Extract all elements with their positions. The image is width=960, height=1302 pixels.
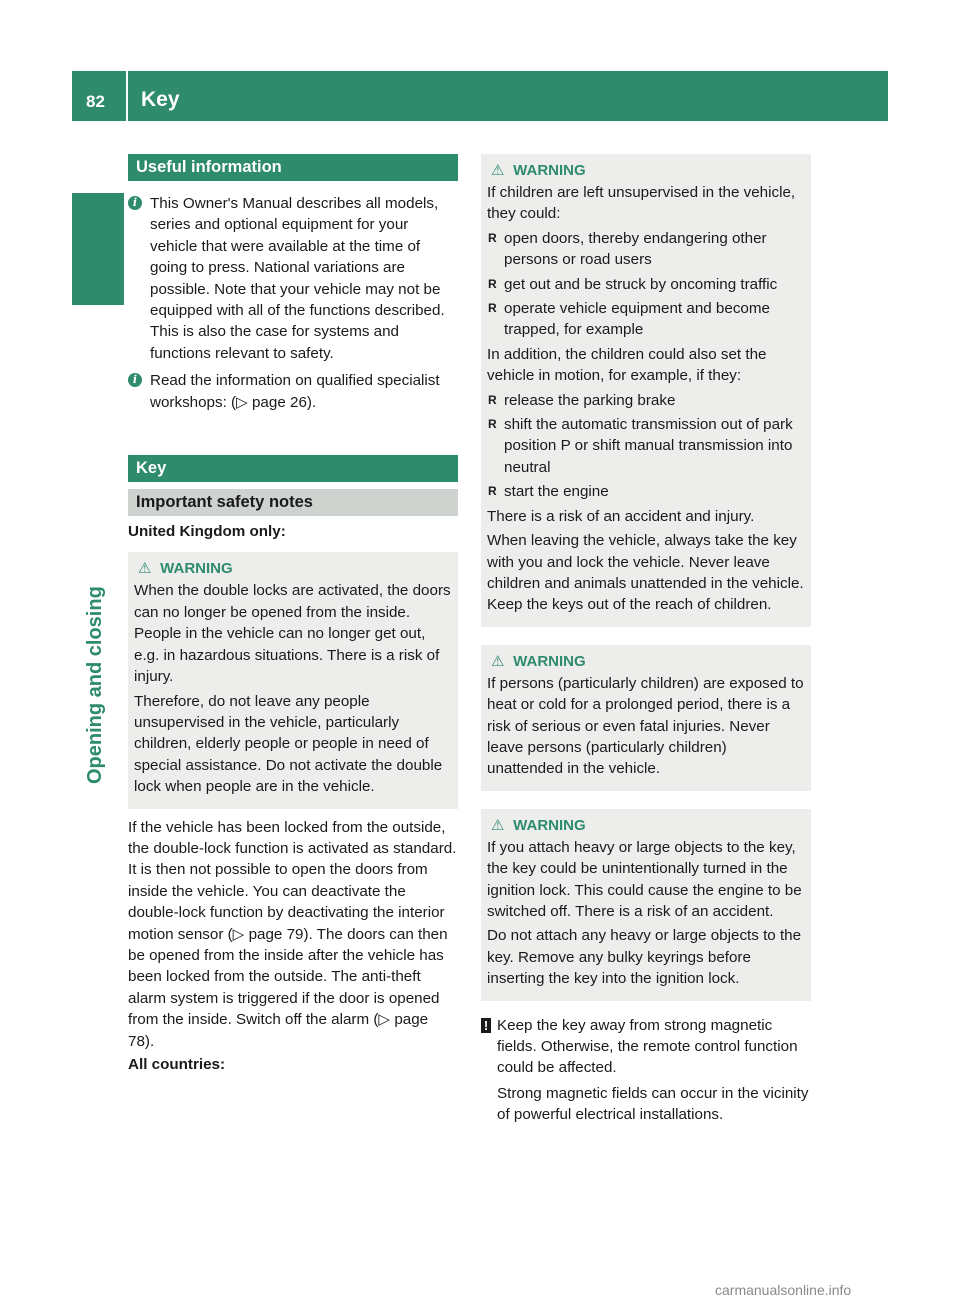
list-item — [487, 298, 805, 341]
notice-extra-text: Strong magnetic fields can occur in the vicinity of powerful electrical installations. — [497, 1084, 809, 1124]
warning-text: If persons (particularly children) are exposed to heat or cold for a prolonged period, there is a risk of serious or even fatal injuries. Never leave persons (particularly children) unattended in the vehicle. — [487, 674, 804, 778]
warning-box — [481, 154, 811, 627]
bullet-r-icon: R — [488, 417, 497, 432]
warning-text: If you attach heavy or large objects to the key, the key could be unintentionally turned in the ignition lock. This could cause the engine to be switched off. There is a risk of an accident. — [487, 838, 802, 920]
watermark: carmanualsonline.info — [715, 1282, 852, 1298]
list-item-text: release the parking brake — [504, 391, 676, 409]
bullet-r-icon: R — [488, 301, 497, 316]
warning-text: In addition, the children could also set the vehicle in motion, for example, if they: — [487, 345, 767, 385]
warning-title — [487, 160, 805, 182]
warning-box — [481, 809, 811, 1001]
page-title: Key — [141, 88, 180, 111]
uk-only-label: United Kingdom only: — [128, 523, 286, 541]
warning-text: Do not attach any heavy or large objects to the key. Remove any bulky keyrings before inserting the key into the ignition lock. — [487, 927, 802, 988]
info-paragraph — [128, 193, 458, 364]
all-countries-label: All countries: — [128, 1056, 226, 1073]
bullet-r-icon: R — [488, 230, 497, 245]
warning-title-text: WARNING — [513, 652, 586, 670]
warning-title — [134, 558, 452, 580]
exclamation-icon: ! — [481, 1018, 491, 1033]
warning-title-text: WARNING — [160, 560, 233, 578]
warning-triangle-icon: ⚠ — [491, 816, 505, 834]
header-divider — [126, 71, 128, 121]
list-item-text: open doors, thereby endangering other persons or road users — [504, 229, 767, 269]
info-text-2: Read the information on qualified specialist workshops: (▷ page 26). — [150, 372, 440, 411]
warning-text: When leaving the vehicle, always take the key with you and lock the vehicle. Never leave children and animals unattended in the vehicle. Keep the keys out of the reach of children. — [487, 532, 804, 614]
right-column — [481, 154, 811, 1126]
warning-text: If children are left unsupervised in the vehicle, they could: — [487, 184, 796, 223]
bullet-list — [487, 390, 805, 503]
list-item-text: operate vehicle equipment and become trapped, for example — [504, 300, 770, 339]
side-tab-block — [72, 193, 124, 305]
notice-text: Keep the key away from strong magnetic fields. Otherwise, the remote control function could be affected. — [497, 1016, 798, 1077]
info-paragraph — [128, 370, 458, 413]
list-item — [487, 228, 805, 271]
bullet-r-icon: R — [488, 484, 497, 499]
warning-title — [487, 651, 805, 673]
body-text: If the vehicle has been locked from the outside, the double-lock function is activated as standard. It is then not possible to open the doors from inside the vehicle. You can deactivate the double-lock function by deactivating the interior motion sensor (▷ page 79). The doors can then be opened from the inside after the vehicle has been locked from the outside. The anti-theft alarm system is triggered if the door is opened from the inside. Switch off the alarm (▷ page 78). — [128, 818, 457, 1050]
section-heading-key: Key — [128, 455, 458, 482]
notice-paragraph — [481, 1015, 811, 1079]
list-item-text: shift the automatic transmission out of park position P or shift manual transmission into neutral — [504, 416, 793, 476]
warning-triangle-icon: ⚠ — [138, 560, 152, 578]
warning-text: When the double locks are activated, the doors can no longer be opened from the inside. People in the vehicle can no longer get out, e.g. in hazardous situations. There is a risk of injury. — [134, 582, 451, 686]
subsection-heading-safety: Important safety notes — [128, 489, 458, 516]
bullet-list — [487, 228, 805, 341]
warning-text: There is a risk of an accident and injury. — [487, 507, 755, 525]
list-item — [487, 481, 805, 502]
warning-title — [487, 815, 805, 837]
info-icon: i — [128, 373, 142, 387]
warning-title-text: WARNING — [513, 816, 586, 834]
list-item-text: get out and be struck by oncoming traffic — [504, 275, 778, 293]
warning-text: Therefore, do not leave any people unsupervised in the vehicle, particularly children, elderly people or people in need of special assistance. Do not activate the double lock when people are in the vehicle. — [134, 692, 443, 796]
section-heading-useful-information: Useful information — [128, 154, 458, 181]
list-item-text: start the engine — [504, 483, 609, 501]
info-text-1: This Owner's Manual describes all models, series and optional equipment for your vehicle that were available at the time of going to press. National variations are possible. Note that your vehicle may not be equipped with all of the functions described. This is also the case for systems and functions relevant to safety. — [150, 195, 445, 362]
list-item — [487, 390, 805, 411]
warning-box — [128, 552, 458, 808]
warning-triangle-icon: ⚠ — [491, 652, 505, 670]
list-item — [487, 274, 805, 295]
page-number: 82 — [86, 92, 105, 111]
info-icon: i — [128, 196, 142, 210]
header-bar — [72, 71, 888, 121]
list-item — [487, 414, 805, 478]
bullet-r-icon: R — [488, 276, 497, 291]
warning-title-text: WARNING — [513, 162, 586, 179]
side-tab — [84, 544, 114, 784]
left-column — [128, 154, 458, 1075]
warning-triangle-icon: ⚠ — [491, 162, 505, 179]
bullet-r-icon: R — [488, 392, 497, 407]
side-tab-label: Opening and closing — [84, 586, 106, 784]
warning-box — [481, 645, 811, 791]
